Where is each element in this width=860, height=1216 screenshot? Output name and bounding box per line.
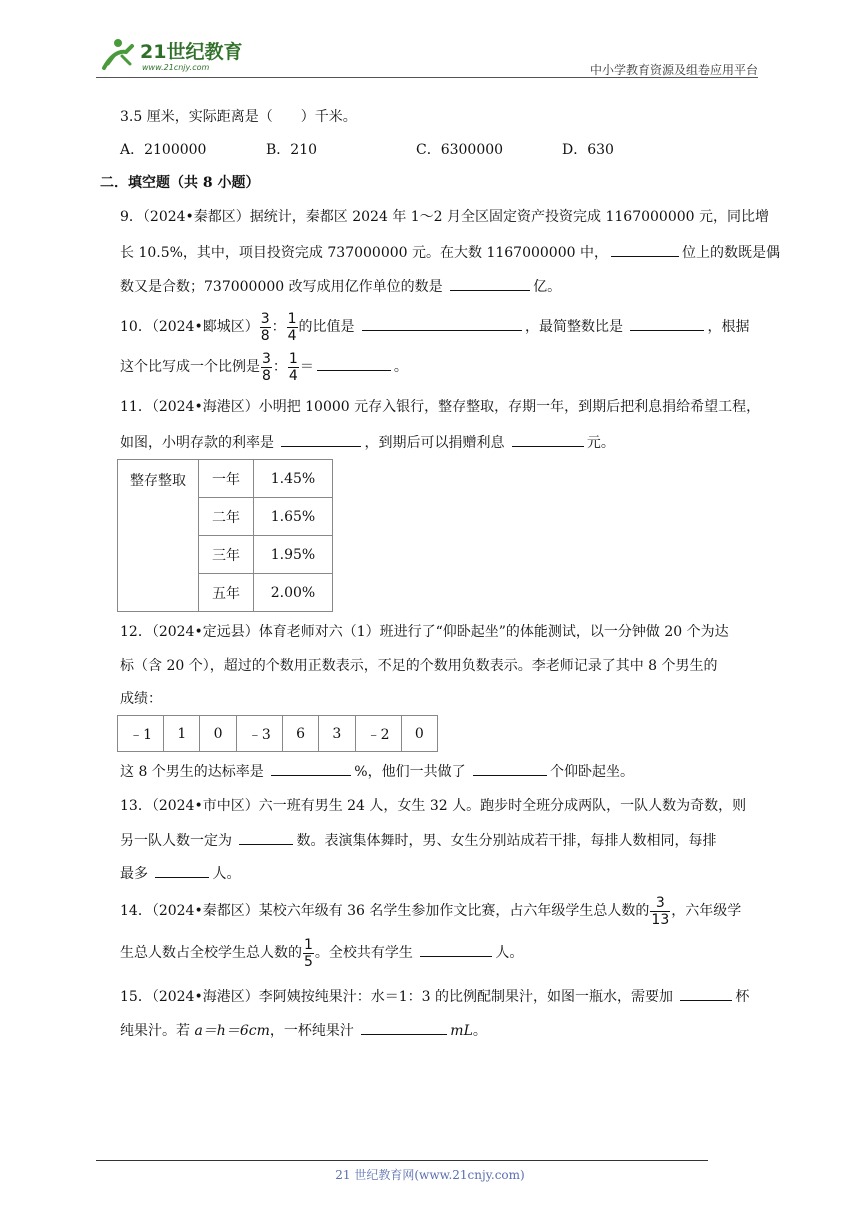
q14-line2: 生总人数占全校学生总人数的 $\frac{1}{5}$ 。全校共有学生 人。 [120,936,524,970]
q9-blank2[interactable] [450,276,530,291]
table-term-cell: 一年 [199,460,254,498]
table-rate-cell: 1.65% [254,498,333,536]
q10-line1 [120,309,749,345]
q9-line2-tail: 位上的数既是偶 [681,245,780,261]
q10-colon: ： [271,319,286,335]
q8-option-c: C．6300000 [416,142,504,158]
q11-line2: 如图，小明存款的利率是 ，到期后可以捐赠利息 元。 [120,432,615,453]
page-header [96,30,758,78]
q13-blank-max[interactable] [155,863,209,878]
q15-line1: 15．（2024•海港区）李阿姨按纯果汁：水＝1：3 的比例配制果汁，如图一瓶水，需要加 杯 [120,986,749,1007]
score-cell: 3 [319,716,355,752]
table-term-cell: 五年 [199,574,254,612]
q10-text-c: ，最简整数比是 [525,319,628,335]
score-cell: 0 [401,716,437,752]
q10-blank-proportion[interactable] [317,356,391,371]
q11-line1: 11．（2024•海港区）小明把 10000 元存入银行，整存整取，存期一年，到期后把利息捐给希望工程， [120,399,761,415]
q13-line2: 另一队人数一定为 数。表演集体舞时，男、女生分别站成若干排，每排人数相同，每排 [120,830,716,851]
q12-blank-total[interactable] [473,761,547,776]
score-cell: ﹣1 [118,716,164,752]
q10-fraction-3-8: $\frac{3}{8}$ [260,310,270,344]
q10-line2: 这个比写成一个比例是 $\frac{3}{8}$ ： $\frac{1}{4}$ ＝ 。 [120,350,408,384]
q9-line2-text: 长 10.5%，其中，项目投资完成 737000000 元。在大数 1167000000 中， [120,245,608,261]
q13-line1: 13．（2024•市中区）六一班有男生 24 人，女生 32 人。跑步时全班分成两队，一队人数为奇数，则 [120,798,747,814]
logo-main-text: 21世纪教育 [140,41,243,63]
q13-line3: 最多 人。 [120,863,240,884]
table-head-cell: 整存整取 [118,460,199,612]
q10-text-d: ，根据 [707,319,750,335]
logo-sub-text: www.21cnjy.com [142,63,210,72]
q15-blank-cups[interactable] [680,986,732,1001]
section-heading: 二．填空题（共 8 小题） [100,175,260,191]
table-term-cell: 二年 [199,498,254,536]
q15-blank-ml[interactable] [361,1020,447,1035]
header-divider [96,77,758,78]
q10-fraction-3-8-b: $\frac{3}{8}$ [262,350,271,384]
table-rate-cell: 2.00% [254,574,333,612]
score-cell: ﹣3 [236,716,282,752]
q11-rate-table [117,459,333,612]
q9-line3-tail: 亿。 [533,279,562,295]
q12-line4: 这 8 个男生的达标率是 %，他们一共做了 个仰卧起坐。 [120,761,634,782]
q10-prefix: 10．（2024•郾城区） [120,319,259,335]
q14-blank-total[interactable] [420,942,492,957]
q10-blank-ratio-value[interactable] [362,316,522,331]
q12-line3: 成绩： [120,691,162,707]
q10-blank-simplest[interactable] [630,316,704,331]
table-term-cell: 三年 [199,536,254,574]
q10-text-b: 的比值是 [298,319,359,335]
q9-line1: 9．（2024•秦都区）据统计，秦都区 2024 年 1～2 月全区固定资产投资完成 1167000000 元，同比增 [120,209,770,225]
q10-fraction-1-4: $\frac{1}{4}$ [287,310,297,344]
q12-score-table [117,715,438,752]
platform-name: 中小学教育资源及组卷应用平台 [589,63,758,77]
q8-option-a: A．2100000 [120,142,207,158]
q11-blank-interest[interactable] [512,432,584,447]
score-cell: 0 [200,716,236,752]
q9-line3 [120,276,561,297]
q15-line2: 纯果汁。若 a＝h＝6cm，一杯纯果汁 mL。 [120,1020,487,1041]
q12-blank-rate[interactable] [271,761,351,776]
q9-blank1[interactable] [611,242,679,257]
q8-option-d: D．630 [562,142,614,158]
table-rate-cell: 1.45% [254,460,333,498]
q12-line2: 标（含 20 个），超过的个数用正数表示，不足的个数用负数表示。李老师记录了其中 8 个男生的 [120,658,718,674]
q11-blank-rate[interactable] [281,432,361,447]
score-cell: 6 [282,716,318,752]
q8-text: 3.5 厘米，实际距离是（ ）千米。 [120,109,357,125]
site-logo [96,34,256,74]
q9-line2 [120,242,780,263]
table-rate-cell: 1.95% [254,536,333,574]
score-cell: ﹣2 [355,716,401,752]
q14-fraction-3-13: $\frac{3}{13}$ [651,894,670,928]
q9-line3-text: 数又是合数；737000000 改写成用亿作单位的数是 [120,279,448,295]
q8-option-b: B．210 [266,142,318,158]
score-cell: 1 [164,716,200,752]
q14-fraction-1-5: $\frac{1}{5}$ [304,936,313,970]
footer-text: 21 世纪教育网(www.21cnjy.com) [335,1168,525,1182]
q14-line1: 14．（2024•秦都区）某校六年级有 36 名学生参加作文比赛，占六年级学生总人数的 $\frac{3}{13}$ ，六年级学 [120,894,742,928]
footer-divider [96,1160,708,1161]
q10-fraction-1-4-b: $\frac{1}{4}$ [288,350,298,384]
q12-line1: 12．（2024•定远县）体育老师对六（1）班进行了“仰卧起坐”的体能测试，以一分钟做 20 个为达 [120,624,729,640]
q13-blank-parity[interactable] [239,830,293,845]
q10-text-e: 这个比写成一个比例是 [120,359,260,375]
